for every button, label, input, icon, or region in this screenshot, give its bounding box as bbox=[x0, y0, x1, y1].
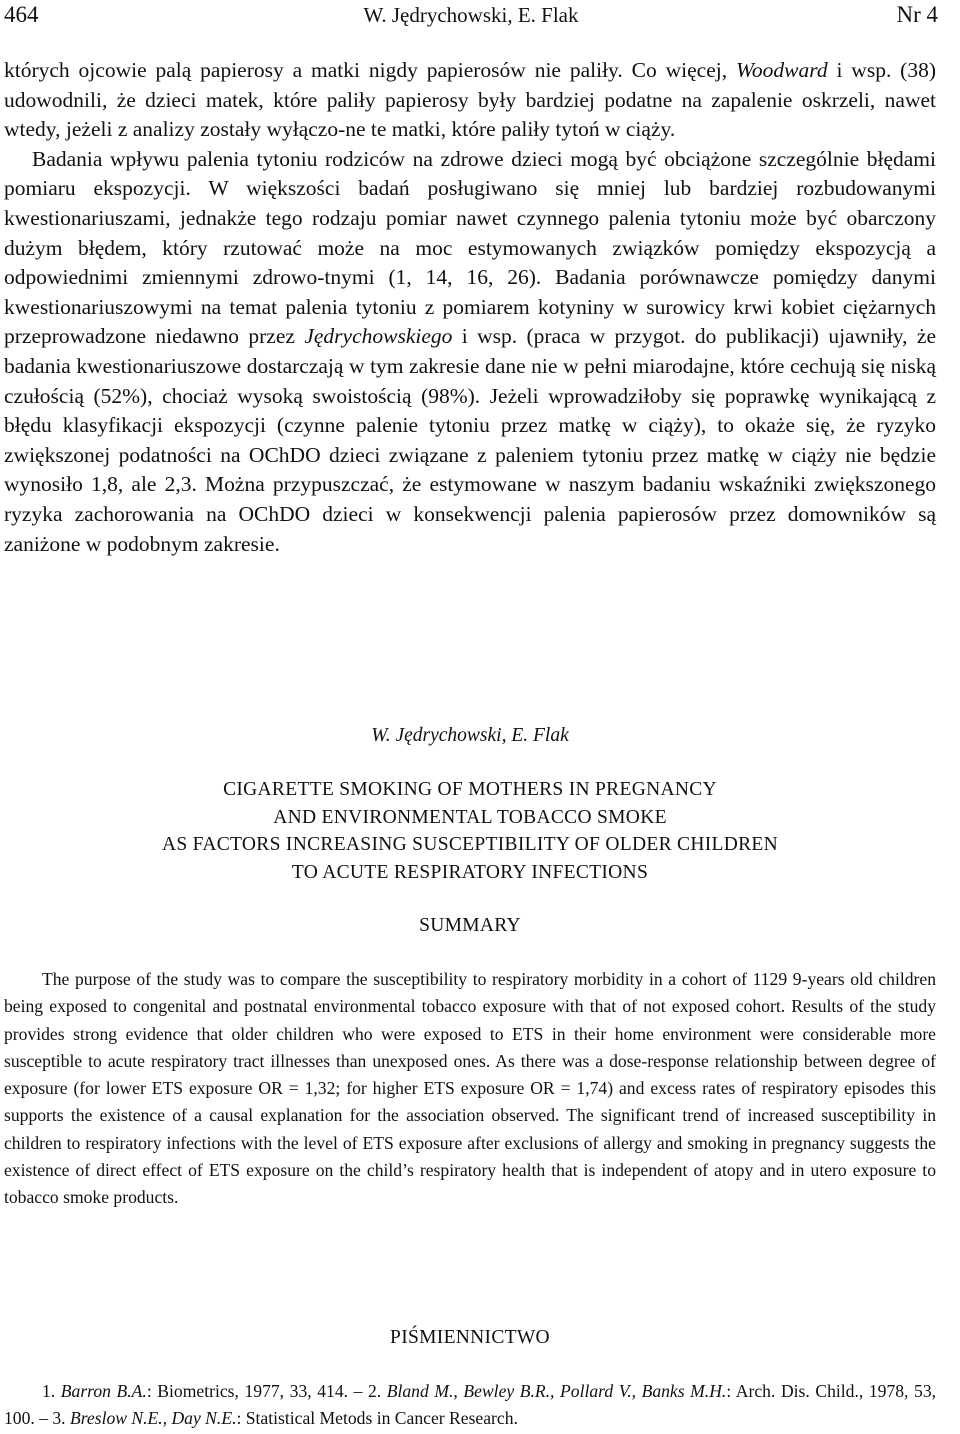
references-list bbox=[4, 1378, 936, 1433]
page-number: 464 bbox=[4, 2, 39, 27]
summary-heading: SUMMARY bbox=[419, 915, 521, 936]
reference-author: Barron B.A. bbox=[60, 1381, 147, 1401]
paragraph-text: Badania wpływu palenia tytoniu rodziców na zdrowe dzieci mogą być obciążone szczególnie błędami pomiaru ekspozycji. W większości badań posługiwano się mniej lub bardziej rozbudowanymi kwestionariuszami, jednakże tego rodzaju pomiar nawet czynnego palenia tytoniu może być obarczony dużym błędem, który rzutować może na moc estymowanych związków pomiędzy ekspozycją a odpowiednimi zmiennymi zdrowo-tnymi (1, 14, 16, 26). Badania porównawcze pomiędzy danymi kwestionariuszowymi na temat palenia tytoniu z pomiarem kotyniny w surowicy krwi kobiet ciężarnych przeprowadzone niedawno przez bbox=[4, 146, 936, 349]
title-line: AND ENVIRONMENTAL TOBACCO SMOKE bbox=[273, 806, 667, 828]
citation-author: Woodward bbox=[735, 58, 828, 82]
summary-text: The purpose of the study was to compare the susceptibility to respiratory morbidity in a cohort of 1129 9-years old children being exposed to congenital and postnatal environmental tobacco exposure with that of not exposed cohort. Results of the study provides strong evidence that older children who were exposed to ETS in their home environment were considerable more susceptible to acute respiratory tract illnesses than unexposed ones. As there was a dose-response relationship between degree of exposure (for lower ETS exposure OR = 1,32; for higher ETS exposure OR = 1,74) and excess rates of respiratory episodes this supports the existence of a causal explanation for the association observed. The significant trend of increased susceptibility in children to respiratory infections with the level of ETS exposure after exclusions of allergy and smoking in pregnancy suggests the existence of direct effect of ETS exposure on the child’s respiratory health that is independent of atopy and in utero exposure to tobacco smoke products. bbox=[4, 969, 936, 1208]
running-title: W. Jędrychowski, E. Flak bbox=[363, 3, 579, 27]
reference-details: : Arch. Dis. Child., 1978, 53, 100. – 3. bbox=[4, 1381, 937, 1429]
reference-details: : Biometrics, 1977, 33, 414. – 2. bbox=[146, 1381, 387, 1401]
title-line: AS FACTORS INCREASING SUSCEPTIBILITY OF OLDER CHILDREN bbox=[161, 834, 779, 855]
reference-author: Bland M., Bewley B.R., Pollard V., Banks M.H. bbox=[386, 1381, 727, 1401]
summary-authors: W. Jędrychowski, E. Flak bbox=[371, 725, 569, 746]
title-line: TO ACUTE RESPIRATORY INFECTIONS bbox=[291, 861, 649, 883]
reference-details: : Statistical Metods in Cancer Research. bbox=[236, 1408, 518, 1429]
paragraph-1 bbox=[4, 56, 936, 145]
references-heading: PIŚMIENNICTWO bbox=[390, 1327, 550, 1348]
paragraph-2 bbox=[4, 145, 936, 559]
reference-author: Breslow N.E., Day N.E. bbox=[69, 1408, 237, 1429]
running-header bbox=[4, 0, 938, 30]
polish-body bbox=[4, 56, 936, 559]
reference-number: 1. bbox=[42, 1381, 61, 1401]
title-line: CIGARETTE SMOKING OF MOTHERS IN PREGNANCY bbox=[223, 779, 717, 800]
paragraph-text: i wsp. (38) udowodnili, że dzieci matek, które paliły papierosy były bardziej podatne na zapalenie oskrzeli, nawet wtedy, jeżeli z analizy zostały wyłączo-ne te matki, które paliły tytoń w ciąży. bbox=[4, 58, 937, 142]
issue-number: Nr 4 bbox=[896, 2, 938, 27]
paragraph-text: których ojcowie palą papierosy a matki nigdy papierosów nie paliły. Co więcej, bbox=[4, 58, 736, 82]
paragraph-text: i wsp. (praca w przygot. do publikacji) ujawniły, że badania kwestionariuszowe dostarczają w tym zakresie dane nie w pełni miarodajne, które cechują się niską czułością (52%), chociaż wysoką swoistością (98%). Jeżeli wprowadziłoby się poprawkę wynikającą z błędu klasyfikacji ekspozycji (czynne palenie tytoniu przez matkę w ciąży), to okaże się, że ryzyko zwiększonej podatności na OChDO dzieci związane z paleniem tytoniu przez matkę w ciąży nie będzie wynosiło 1,8, ale 2,3. Można przypuszczać, że estymowane w naszym badaniu wskaźniki zwiększonego ryzyka zachorowania na OChDO dzieci w konsekwencji palenia papierosów przez domowników są zaniżone w podobnym zakresie. bbox=[4, 324, 936, 556]
english-title bbox=[0, 776, 940, 886]
citation-author: Jędrychowskiego bbox=[304, 324, 453, 349]
